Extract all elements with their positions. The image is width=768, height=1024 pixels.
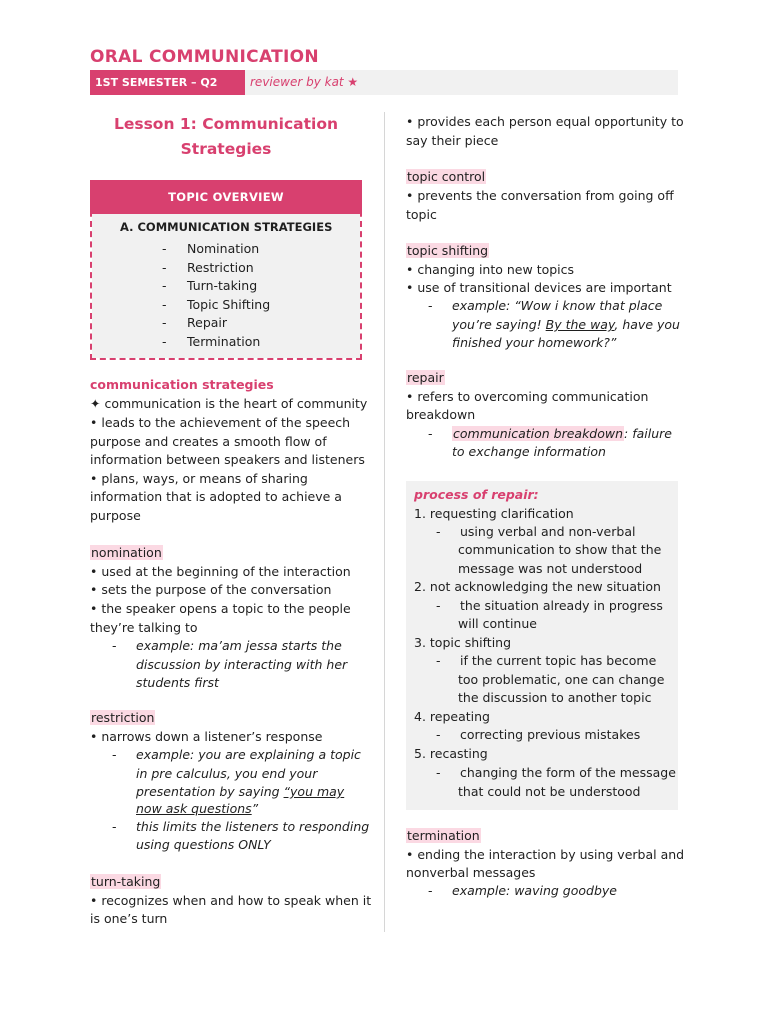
repair-step-detail-line: too problematic, one can change [458, 672, 665, 687]
comm-strategies-line: purpose and creates a smooth flow of [90, 434, 327, 449]
comm-strategies-heading: communication strategies [90, 377, 274, 392]
restriction-example-line: in pre calculus, you end your [136, 766, 318, 781]
nomination-line: • used at the beginning of the interaction [90, 564, 351, 579]
nomination-heading: nomination [91, 545, 162, 560]
repair-heading: repair [407, 370, 444, 385]
comm-strategies-line: • plans, ways, or means of sharing [90, 471, 308, 486]
restriction-example-line: now ask questions” [136, 801, 259, 816]
reviewer-credit: reviewer by kat ★ [250, 75, 359, 89]
restriction-example-line: presentation by saying “you may [136, 784, 345, 799]
topic-shifting-line: • changing into new topics [406, 262, 575, 277]
repair-step-detail-line: message was not understood [458, 561, 643, 576]
topic-control-line: topic [406, 207, 437, 222]
nomination-line: • the speaker opens a topic to the people [90, 601, 351, 616]
repair-line: • refers to overcoming communication [406, 389, 649, 404]
semester-tag: 1ST SEMESTER – Q2 [90, 70, 245, 95]
repair-step-detail-line: will continue [458, 616, 537, 631]
overview-list [162, 240, 270, 352]
lesson-title: Lesson 1: Communication Strategies [113, 115, 339, 158]
column-divider [384, 112, 385, 932]
overview-heading: TOPIC OVERVIEW [90, 180, 362, 214]
process-of-repair-heading: process of repair: [414, 487, 539, 502]
comm-strategies-line: information that is adopted to achieve a [90, 489, 342, 504]
nomination-line: • sets the purpose of the conversation [90, 582, 332, 597]
repair-step: 1. requesting clarification [414, 506, 574, 521]
termination-line: • ending the interaction by using verbal and [406, 847, 685, 862]
overview-item: - Turn-taking [162, 278, 258, 294]
repair-definition-line: to exchange information [452, 444, 606, 459]
nomination-example-line: discussion by interacting with her [136, 657, 348, 672]
nomination-example-line: students first [136, 675, 219, 690]
repair-step: 4. repeating [414, 709, 490, 724]
overview-section-title: A. COMMUNICATION STRATEGIES [120, 220, 333, 234]
semester-bar [90, 70, 678, 95]
topic-control-heading: topic control [407, 169, 486, 184]
repair-step-detail-line: that could not be understood [458, 784, 641, 799]
turn-taking-heading: turn-taking [91, 874, 161, 889]
turn-taking-line: is one’s turn [90, 911, 168, 926]
overview-item: - Termination [162, 333, 261, 349]
restriction-note-line: using questions ONLY [136, 837, 271, 852]
repair-step-detail-line: the discussion to another topic [458, 690, 652, 705]
termination-heading: termination [407, 828, 480, 843]
repair-step: 5. recasting [414, 746, 488, 761]
comm-strategies-line: • leads to the achievement of the speech [90, 415, 351, 430]
termination-line: nonverbal messages [406, 865, 536, 880]
topic-shifting-heading: topic shifting [407, 243, 489, 258]
repair-step: 2. not acknowledging the new situation [414, 579, 661, 594]
comm-strategies-line: purpose [90, 508, 141, 523]
overview-item: - Restriction [162, 259, 254, 275]
topic-shifting-example-line: you’re saying! By the way, have you [452, 317, 680, 332]
turn-taking-continued: • provides each person equal opportunity to [406, 114, 684, 129]
repair-line: breakdown [406, 407, 476, 422]
restriction-heading: restriction [91, 710, 155, 725]
topic-shifting-example-line: finished your homework?” [452, 335, 617, 350]
topic-control-line: • prevents the conversation from going off [406, 188, 674, 203]
repair-step: 3. topic shifting [414, 635, 512, 650]
turn-taking-continued: say their piece [406, 133, 499, 148]
overview-item: - Repair [162, 315, 228, 331]
topic-shifting-line: • use of transitional devices are important [406, 280, 672, 295]
comm-strategies-line: ✦ communication is the heart of community [90, 396, 368, 411]
overview-item: - Topic Shifting [162, 296, 271, 312]
repair-step-detail-line: communication to show that the [458, 542, 662, 557]
comm-strategies-line: information between speakers and listeners [90, 452, 365, 467]
document-title: ORAL COMMUNICATION [90, 47, 319, 67]
nomination-line: they’re talking to [90, 620, 198, 635]
overview-item: - Nomination [162, 241, 260, 256]
restriction-line: • narrows down a listener’s response [90, 729, 323, 744]
turn-taking-line: • recognizes when and how to speak when it [90, 893, 372, 908]
